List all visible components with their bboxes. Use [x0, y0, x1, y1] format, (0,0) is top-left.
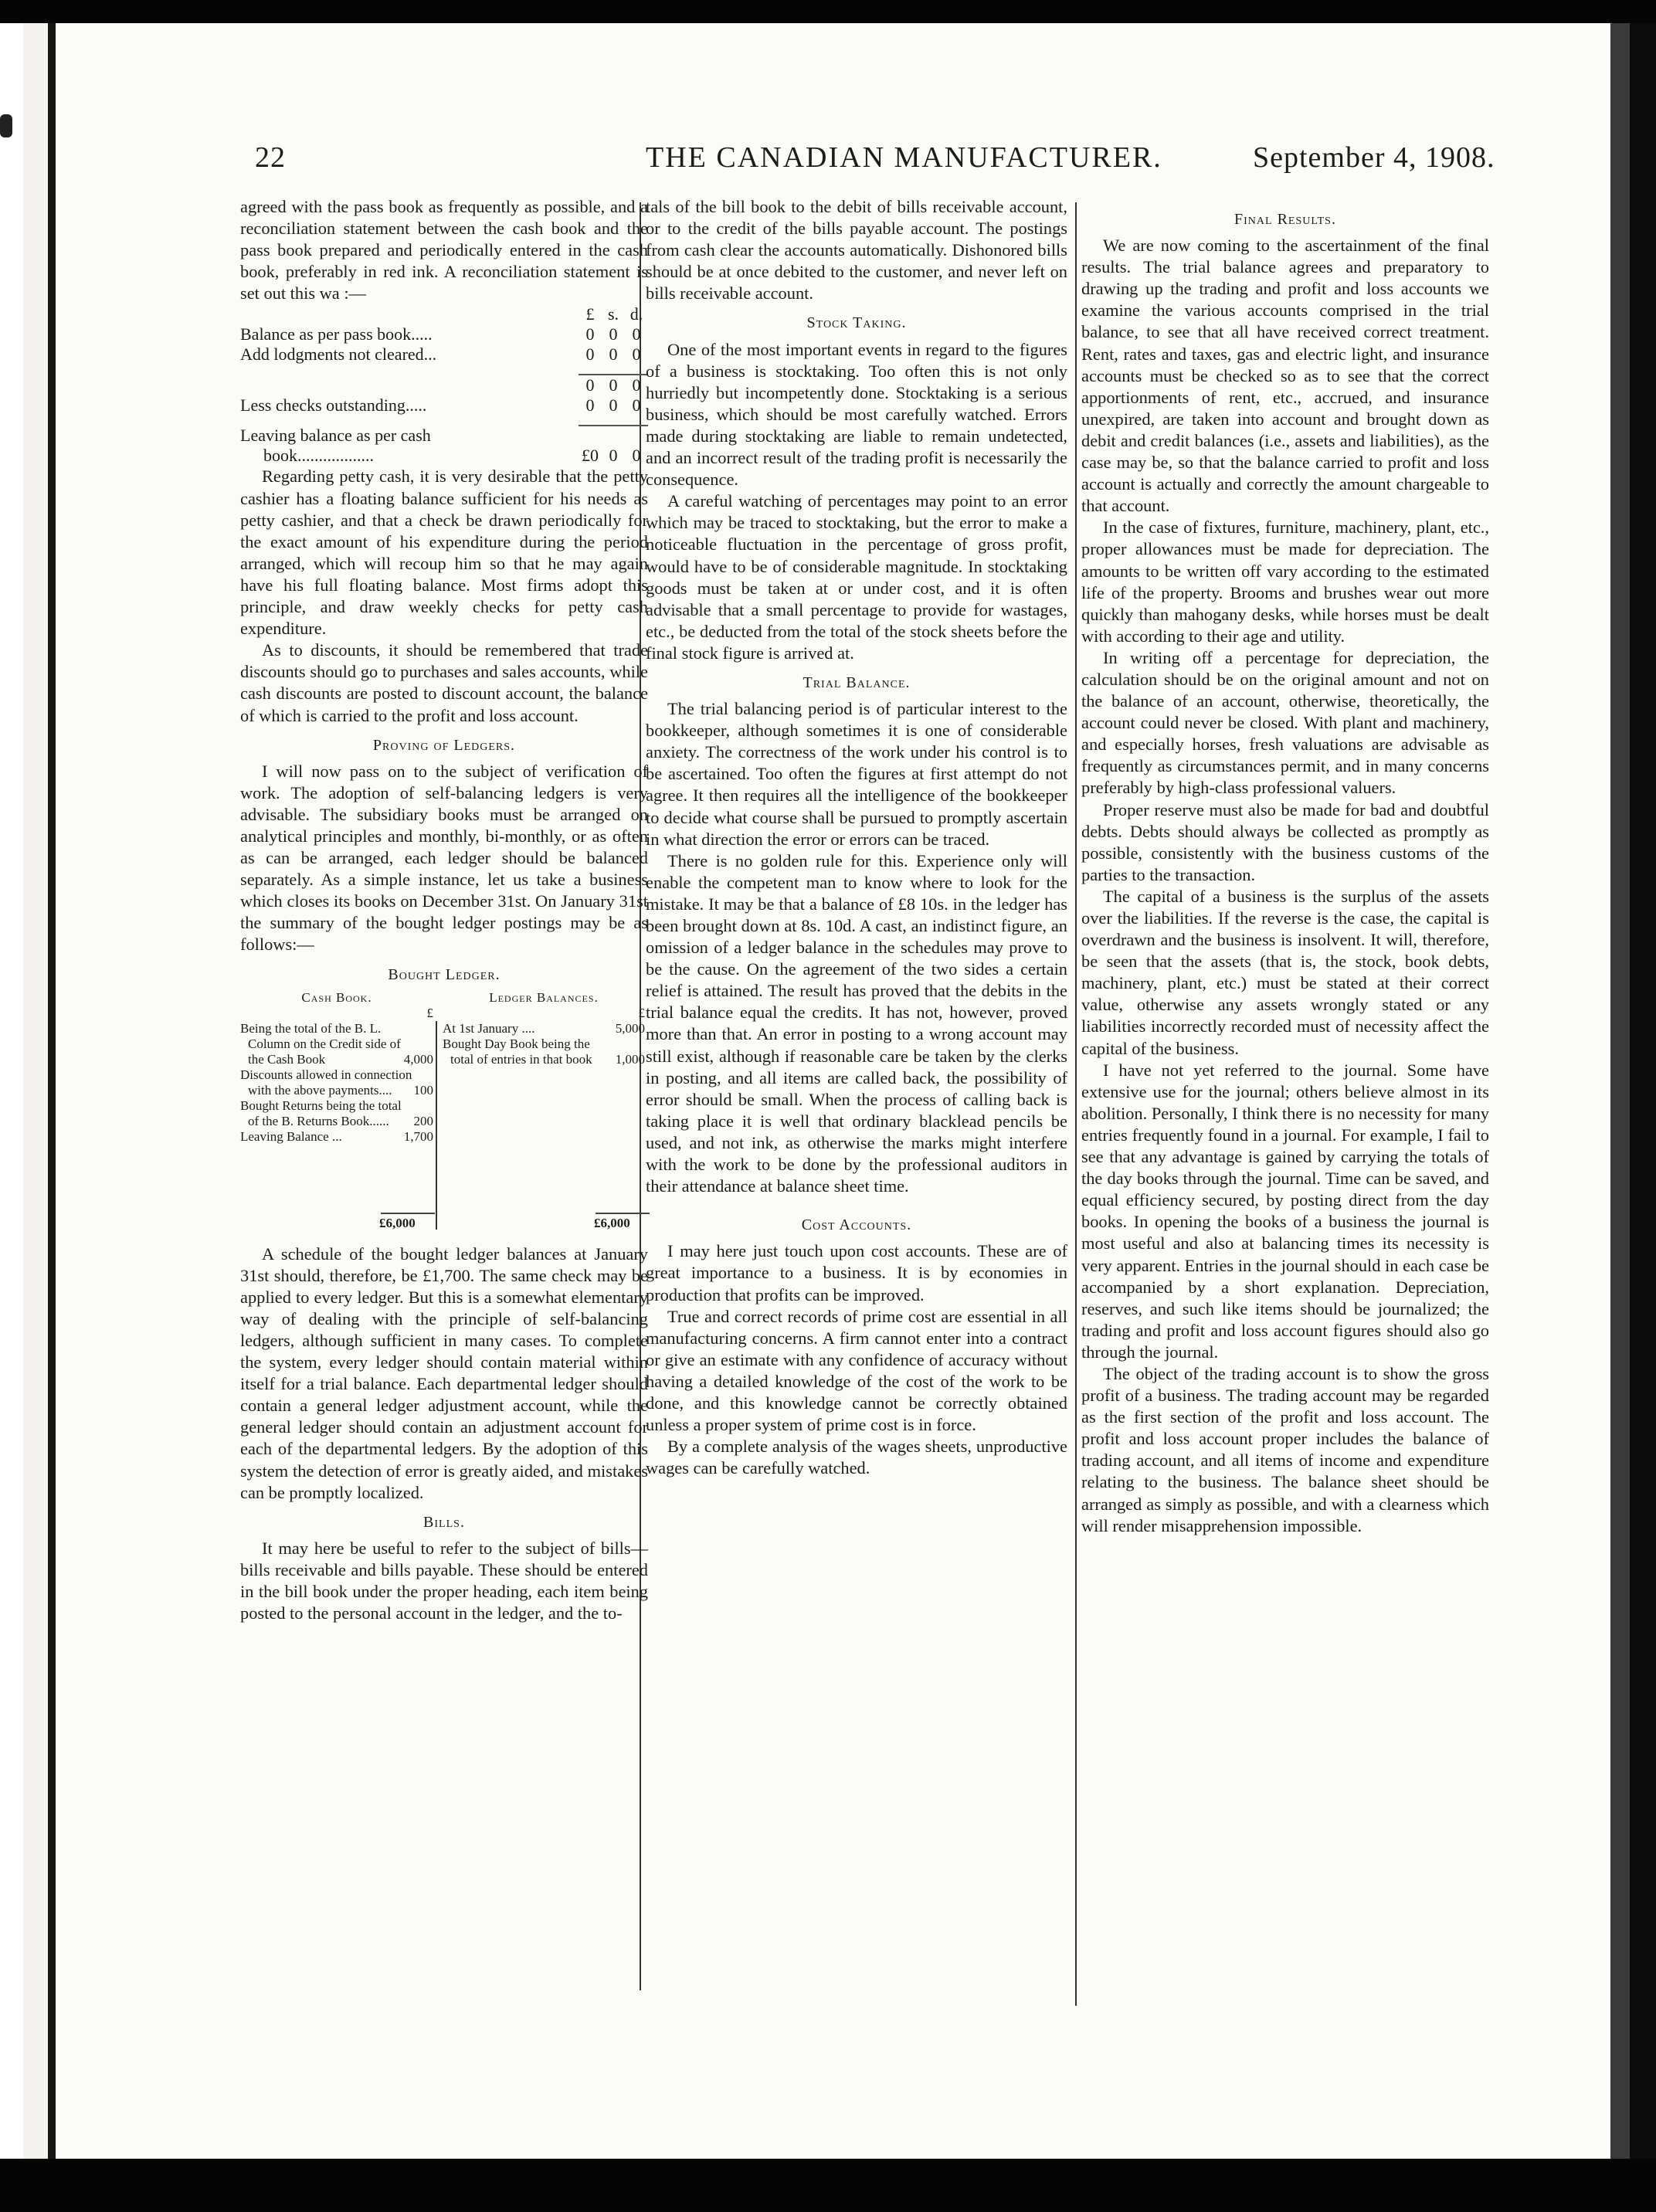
- ledger-entry: [240, 1098, 433, 1129]
- scan-top-border: [0, 0, 1656, 23]
- column-rule: [1075, 202, 1077, 2006]
- page-number: 22: [255, 141, 286, 174]
- ledger-divider: [436, 1021, 437, 1230]
- entry-amount: 200: [413, 1113, 433, 1128]
- currency-mark: £: [426, 1005, 433, 1020]
- article-column-2: [646, 196, 1067, 1479]
- scan-bottom-border: [0, 2159, 1656, 2212]
- paragraph: As to discounts, it should be remembered that trade discounts should go to purchases and sales accounts, while cash discounts are posted to discount account, the balance of which is carried to the profit and loss account.: [240, 640, 648, 725]
- paragraph: By a complete analysis of the wages sheets, unproductive wages can be carefully watched.: [646, 1437, 1067, 1478]
- pence-value: 0: [625, 375, 648, 395]
- paragraph: The trial balancing period is of particular interest to the bookkeeper, although sometimes it is one of considerable anxiety. The correctness of the work under his control is to be ascertained. Too often the figures at first attempt do not agree. It then requires all the intelligence of the bookkeeper to decide what course shall be pursued to promptly ascertain in what direction the error or errors can be traced.: [646, 699, 1067, 849]
- row-label: book..................: [263, 446, 374, 466]
- shillings-heading: s.: [607, 304, 619, 324]
- ledger-entry: [443, 1021, 645, 1036]
- row-label: Balance as per pass book.....: [240, 324, 433, 344]
- reconciliation-row: [240, 344, 648, 365]
- shillings-value: 0: [609, 395, 618, 416]
- section-heading: Bills.: [423, 1513, 465, 1531]
- entry-amount: 100: [413, 1082, 433, 1098]
- reconciliation-row: [240, 324, 648, 344]
- entry-amount: 1,000: [615, 1051, 645, 1067]
- total-rule: [381, 1213, 435, 1214]
- entry-amount: 5,000: [615, 1020, 645, 1036]
- pence-heading: d.: [629, 304, 643, 324]
- currency-mark: £: [638, 1005, 645, 1020]
- total-rule: [596, 1213, 650, 1214]
- entry-text: At 1st January ....: [443, 1020, 535, 1036]
- pence-value: 0: [632, 344, 641, 365]
- pence-value: 0: [632, 446, 641, 466]
- article-column-1: [240, 196, 648, 1624]
- entry-text: Bought Returns being the total of the B. Returns Book......: [240, 1098, 402, 1128]
- row-label: [240, 375, 579, 395]
- page-right-edge: [1610, 23, 1630, 2159]
- pounds-value: 0: [579, 375, 602, 395]
- paragraph: tals of the bill book to the debit of bills receivable account, or to the credit of the bills payable account. The postings from cash clear the accounts automatically. Dishonored bills should be at once debited to the customer, and never left on bills receivable account.: [646, 197, 1067, 304]
- page-left-edge: [48, 23, 56, 2159]
- ledger-credit-side: [443, 990, 645, 1067]
- bought-ledger-account: [240, 990, 648, 1237]
- paragraph: Regarding petty cash, it is very desirable that the petty cashier has a floating balance sufficient for his needs as petty cashier, and that a check be drawn periodically for the exact amount of his expenditure during the period arranged, which will recoup him so that he may again have his full floating balance. Most firms adopt this principle, and draw weekly checks for petty cash expenditure.: [240, 466, 648, 639]
- ledger-entry: [240, 1067, 433, 1098]
- pounds-value: £0: [582, 446, 599, 466]
- shillings-value: 0: [609, 324, 618, 344]
- entry-text: Discounts allowed in connection with the above payments....: [240, 1067, 412, 1098]
- reconciliation-row: [240, 375, 648, 395]
- binding-mark: [0, 114, 12, 137]
- reconciliation-header: [240, 304, 648, 324]
- row-label: Add lodgments not cleared...: [240, 344, 437, 365]
- pence-value: [625, 426, 648, 446]
- row-label: Less checks outstanding.....: [240, 395, 427, 416]
- paragraph: We are now coming to the ascertainment of the final results. The trial balance agrees and preparatory to drawing up the trading and profit and loss accounts we examine the various accounts comprised in the trial balance, to see that all have received correct treatment. Rent, rates and taxes, gas and electric light, and insurance accounts must be checked so as to see that the correct apportionments of rent, etc., accrued, and insurance unexpired, are taken into account and brought down as debit and credit balances (i.e., assets and liabilities), as the case may be, so that the balance carried to profit and loss account is actually and correctly the amount chargeable to that account.: [1081, 236, 1489, 516]
- pounds-value: 0: [585, 395, 595, 416]
- shillings-value: 0: [602, 375, 625, 395]
- section-heading: Stock Taking.: [806, 314, 907, 332]
- ledger-side-heading: Ledger Balances.: [489, 989, 599, 1005]
- paragraph: It may here be useful to refer to the subject of bills—bills receivable and bills payable. These should be entered in the bill book under the proper heading, each item being posted to the personal account in the ledger, and the to-: [240, 1538, 648, 1623]
- scan-right-border: [1630, 23, 1656, 2159]
- entry-text: Leaving Balance ...: [240, 1128, 342, 1144]
- paragraph: There is no golden rule for this. Experience only will enable the competent man to know where to look for the mistake. It may be that a balance of £8 10s. in the ledger has been brought down at 8s. 10d. A cast, an indistinct figure, an omission of a ledger balance in the schedules may prove to be the cause. On the agreement of the two sides a certain relief is attained. The result has proved that the debits in the trial balance equal the credits. It has not, however, proved more than that. An error in posting to a wrong account may still exist, although if reasonable care be taken by the clerks in posting, and all items are called back, the possibility of error should be small. When the process of calling back is taking place it is well that ordinary blacklead pencils be used, and not ink, as otherwise the marks might interfere with the work to be done by the professional auditors in their attendance at balance sheet time.: [646, 850, 1067, 1196]
- pounds-value: 0: [585, 324, 595, 344]
- pounds-value: [579, 426, 602, 446]
- shillings-value: [602, 426, 625, 446]
- ledger-total: £6,000: [594, 1215, 630, 1230]
- paragraph: In writing off a percentage for depreciation, the calculation should be on the original amount and not on the balance of an account, otherwise, theoretically, the account could never be closed. With plant and machinery, and especially horses, fresh valuations are advisable as frequently as circumstances permit, and in many concerns preferably by high-class professional valuers.: [1081, 647, 1489, 798]
- entry-text: Being the total of the B. L. Column on the Credit side of the Cash Book: [240, 1020, 401, 1067]
- paragraph: I may here just touch upon cost accounts. These are of great importance to a business. It is by economies in production that profits can be improved.: [646, 1241, 1067, 1304]
- issue-date: September 4, 1908.: [1253, 141, 1495, 174]
- ledger-entry: [240, 1021, 433, 1067]
- paragraph: One of the most important events in regard to the figures of a business is stocktaking. Too often this is not only hurriedly but incompetently done. Stocktaking is a serious business, which should be most carefully watched. Errors made during stocktaking are liable to remain undetected, and an incorrect result of the trading profit is necessarily the consequence.: [646, 339, 1067, 490]
- reconciliation-statement: [240, 304, 648, 466]
- paragraph: In the case of fixtures, furniture, machinery, plant, etc., proper allowances must be made for depreciation. The amounts to be written off vary according to the estimated life of the property. Brooms and brushes wear out more quickly than mahogany desks, while horses must be dealt with according to their age and utility.: [1081, 517, 1489, 646]
- ledger-side-heading: Cash Book.: [301, 989, 372, 1005]
- ledger-total: £6,000: [379, 1215, 416, 1230]
- journal-title: THE CANADIAN MANUFACTURER.: [646, 141, 1162, 174]
- paragraph: The capital of a business is the surplus of the assets over the liabilities. If the reverse is the case, the capital is overdrawn and the business is insolvent. It will, therefore, be seen that the assets (that is, the stock, book debts, machinery, plant, etc.) must be stated at their correct value, otherwise any assets wrongly stated or any liabilities incorrectly recorded must of necessity affect the capital of the business.: [1081, 886, 1489, 1058]
- paragraph: Proper reserve must also be made for bad and doubtful debts. Debts should always be collected as promptly as possible, consistently with the business customs of the parties to the transaction.: [1081, 799, 1489, 884]
- paragraph: I will now pass on to the subject of verification of work. The adoption of self-balancing ledgers is very advisable. The subsidiary books must be arranged on analytical principles and monthly, bi-monthly, or as often as can be arranged, each ledger should be balanced separately. As a simple instance, let us take a business which closes its books on December 31st. On January 31st the summary of the bought ledger postings may be as follows:—: [240, 761, 648, 955]
- pence-value: 0: [632, 395, 641, 416]
- pounds-heading: £: [585, 304, 595, 324]
- shillings-value: 0: [609, 446, 618, 466]
- paragraph: True and correct records of prime cost are essential in all manufacturing concerns. A firm cannot enter into a contract or give an estimate with any confidence of accuracy without having a detailed knowledge of the cost of the work to be done, and this knowledge cannot be correctly obtained unless a proper system of prime cost is in force.: [646, 1306, 1067, 1435]
- ledger-debit-side: [240, 990, 433, 1145]
- shillings-value: 0: [609, 344, 618, 365]
- section-heading: Proving of Ledgers.: [372, 736, 516, 754]
- entry-text: Bought Day Book being the total of entries in that book: [443, 1036, 592, 1067]
- entry-amount: 1,700: [403, 1128, 433, 1144]
- paragraph: A schedule of the bought ledger balances at January 31st should, therefore, be £1,700. The same check may be applied to every ledger. But this is a somewhat elementary way of dealing with the principle of self-balancing ledgers, although sufficient in many cases. To complete the system, every ledger should contain material within itself for a trial balance. Each departmental ledger should contain a general ledger adjustment account, while the general ledger should contain an adjustment account for each of the departmental ledgers. By the adoption of this system the detection of error is greatly aided, and mistakes can be promptly localized.: [240, 1243, 648, 1502]
- reconciliation-row: [240, 395, 648, 416]
- paragraph: The object of the trading account is to show the gross profit of a business. The trading account may be regarded as the first section of the profit and loss account. The profit and loss account proper includes the balance of trading account, and all items of income and expenditure relating to the business. The balance sheet should be arranged as simply as possible, and with a clearness which will render misapprehension impossible.: [1081, 1363, 1489, 1535]
- pence-value: 0: [632, 324, 641, 344]
- pounds-value: 0: [585, 344, 595, 365]
- entry-amount: 4,000: [403, 1051, 433, 1067]
- article-column-3: [1081, 196, 1489, 1537]
- section-heading: Final Results.: [1234, 211, 1336, 228]
- section-heading: Trial Balance.: [803, 673, 911, 691]
- ledger-entry: [240, 1129, 433, 1145]
- paragraph: I have not yet referred to the journal. Some have extensive use for the journal; others believe almost in its abolition. Personally, I think there is no necessity for many entries frequently found in a journal. For example, I fail to see that any advantage is gained by carrying the totals of the day books through the journal. Time can be saved, and equal efficiency secured, by posting direct from the day books. In opening the books of a business the journal is most useful and also at balancing times its necessity is very apparent. Entries in the journal should in each case be accompanied by a short explanation. Depreciation, reserves, and such like items should be journalized; the trading and profit and loss account figures should also go through the journal.: [1081, 1060, 1489, 1362]
- section-heading: Cost Accounts.: [801, 1216, 912, 1234]
- row-label: Leaving balance as per cash: [240, 426, 431, 446]
- ledger-entry: [443, 1036, 645, 1067]
- reconciliation-row: [240, 426, 648, 446]
- section-heading: Bought Ledger.: [388, 965, 501, 983]
- paragraph: agreed with the pass book as frequently as possible, and a reconciliation statement between the cash book and the pass book prepared and periodically entered in the cash book, preferably in red ink. A reconciliation statement is set out this wa :—: [240, 197, 648, 304]
- scan-left-margin: [0, 23, 23, 2159]
- reconciliation-row: [240, 446, 648, 466]
- paragraph: A careful watching of percentages may point to an error which may be traced to stocktaking, but the error to make a noticeable fluctuation in the percentage of gross profit, would have to be of considerable magnitude. In stocktaking goods must be taken at or under cost, and it is often advisable that a small percentage to provide for wastages, etc., be deducted from the total of the stock sheets before the final stock figure is arrived at.: [646, 491, 1067, 663]
